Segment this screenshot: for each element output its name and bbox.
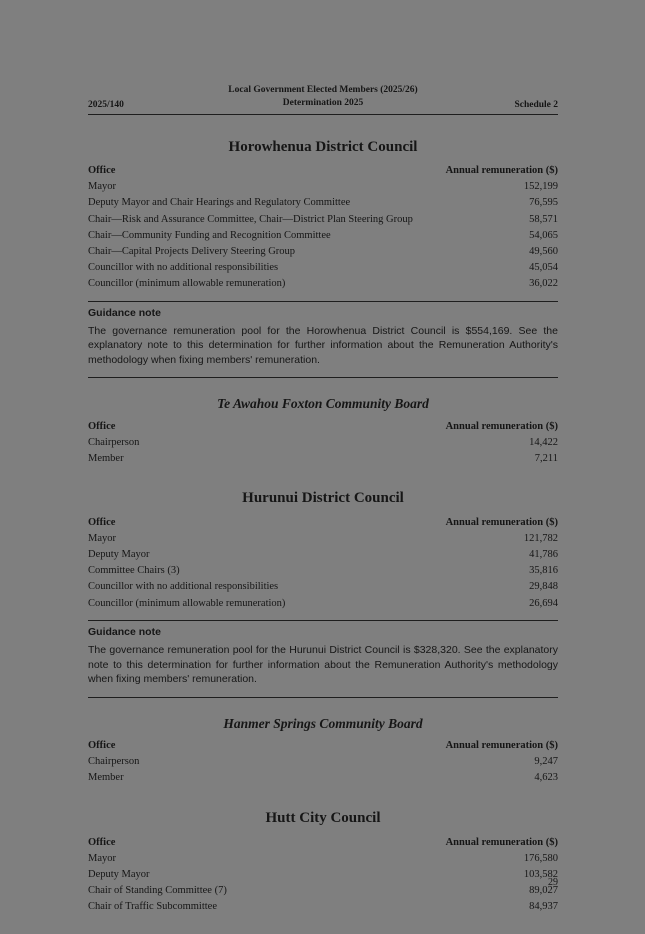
guidance-note-text: The governance remuneration pool for the Hurunui District Council is $328,320. See the explanatory note to this determination for further information about the Remuneration Authority's methodology when fixing members' remuneration.	[88, 644, 558, 686]
table-header-row	[88, 163, 558, 179]
guidance-note-label: Guidance note	[88, 306, 161, 319]
table-row	[88, 179, 558, 195]
amount-cell: 4,623	[534, 772, 558, 784]
header-title	[178, 84, 468, 110]
amount-cell: 26,694	[529, 597, 558, 609]
amount-cell: 152,199	[523, 181, 558, 193]
guidance-note-hurunui	[88, 620, 558, 697]
office-cell: Deputy Mayor	[88, 549, 150, 561]
table-row	[88, 259, 558, 275]
column-header-amount: Annual remuneration ($)	[445, 740, 558, 752]
office-cell: Councillor (minimum allowable remuneration)	[88, 597, 286, 609]
table-row	[88, 227, 558, 243]
remuneration-table-te-awahou-foxton	[88, 418, 558, 466]
section-heading-hanmer-springs: Hanmer Springs Community Board	[223, 715, 423, 731]
column-header-amount: Annual remuneration ($)	[445, 165, 558, 177]
table-row	[88, 434, 558, 450]
page-number: 29	[548, 877, 558, 888]
table-row	[88, 595, 558, 611]
document-content	[88, 84, 558, 915]
header-title-line1: Local Government Elected Members (2025/26)	[228, 85, 418, 95]
table-row	[88, 276, 558, 292]
header-title-line2: Determination 2025	[282, 97, 364, 108]
office-cell: Chair—Risk and Assurance Committee, Chair—District Plan Steering Group	[88, 213, 413, 225]
amount-cell: 49,560	[529, 245, 558, 257]
table-row	[88, 754, 558, 770]
table-row	[88, 899, 558, 915]
amount-cell: 36,022	[529, 278, 558, 289]
table-row	[88, 450, 558, 466]
office-cell: Mayor	[88, 533, 116, 545]
amount-cell: 121,782	[523, 533, 558, 545]
table-row	[88, 579, 558, 595]
guidance-note-text: The governance remuneration pool for the Horowhenua District Council is $554,169. See the explanatory note to this determination for further information about the Remuneration Authority's methodology when fixing members' remuneration.	[88, 324, 558, 366]
amount-cell: 89,027	[529, 884, 558, 896]
office-cell: Chair of Traffic Subcommittee	[88, 901, 217, 913]
amount-cell: 84,937	[529, 901, 558, 913]
table-row	[88, 882, 558, 898]
office-cell: Mayor	[88, 181, 116, 193]
column-header-office: Office	[88, 740, 116, 752]
amount-cell: 7,211	[534, 452, 558, 464]
header-instrument-number: 2025/140	[88, 99, 124, 110]
remuneration-table-hutt-city	[88, 834, 558, 915]
running-header	[88, 84, 558, 115]
column-header-amount: Annual remuneration ($)	[445, 836, 558, 848]
table-row	[88, 243, 558, 259]
table-header-row	[88, 418, 558, 434]
office-cell: Deputy Mayor and Chair Hearings and Regulatory Committee	[88, 197, 351, 209]
table-row	[88, 547, 558, 563]
column-header-amount: Annual remuneration ($)	[445, 516, 558, 528]
amount-cell: 45,054	[529, 261, 558, 273]
column-header-amount: Annual remuneration ($)	[445, 420, 558, 432]
section-heading-hutt-city: Hutt City Council	[265, 810, 381, 827]
table-header-row	[88, 834, 558, 850]
office-cell: Chairperson	[88, 436, 140, 448]
office-cell: Member	[88, 772, 124, 784]
table-header-row	[88, 738, 558, 754]
header-schedule-label: Schedule 2	[514, 99, 558, 110]
column-header-office: Office	[88, 516, 116, 528]
office-cell: Chair of Standing Committee (7)	[88, 884, 227, 896]
table-row	[88, 563, 558, 579]
office-cell: Deputy Mayor	[88, 868, 150, 880]
amount-cell: 76,595	[529, 197, 558, 209]
table-row	[88, 866, 558, 882]
remuneration-table-hanmer-springs	[88, 738, 558, 786]
office-cell: Committee Chairs (3)	[88, 565, 180, 577]
guidance-note-horowhenua	[88, 301, 558, 378]
section-heading-hurunui: Hurunui District Council	[242, 490, 404, 507]
section-heading-te-awahou-foxton: Te Awahou Foxton Community Board	[217, 396, 429, 412]
amount-cell: 54,065	[529, 229, 558, 241]
column-header-office: Office	[88, 836, 116, 848]
table-row	[88, 211, 558, 227]
table-row	[88, 531, 558, 547]
table-row	[88, 850, 558, 866]
table-header-row	[88, 514, 558, 530]
office-cell: Councillor with no additional responsibilities	[88, 261, 279, 273]
section-heading-horowhenua: Horowhenua District Council	[228, 138, 418, 155]
guidance-note-label: Guidance note	[88, 626, 161, 639]
amount-cell: 9,247	[534, 756, 558, 768]
office-cell: Councillor (minimum allowable remuneration)	[88, 278, 286, 289]
amount-cell: 29,848	[529, 581, 558, 593]
office-cell: Mayor	[88, 852, 116, 864]
office-cell: Chairperson	[88, 756, 140, 768]
amount-cell: 176,580	[523, 852, 558, 864]
office-cell: Chair—Capital Projects Delivery Steering Group	[88, 245, 296, 257]
table-row	[88, 195, 558, 211]
column-header-office: Office	[88, 420, 116, 432]
office-cell: Member	[88, 452, 124, 464]
amount-cell: 41,786	[529, 549, 558, 561]
office-cell: Councillor with no additional responsibilities	[88, 581, 279, 593]
amount-cell: 14,422	[529, 436, 558, 448]
remuneration-table-hurunui	[88, 514, 558, 611]
office-cell: Chair—Community Funding and Recognition Committee	[88, 229, 331, 241]
column-header-office: Office	[88, 165, 116, 177]
table-row	[88, 770, 558, 786]
amount-cell: 58,571	[529, 213, 558, 225]
remuneration-table-horowhenua	[88, 163, 558, 292]
amount-cell: 35,816	[529, 565, 558, 577]
amount-cell: 103,582	[523, 868, 558, 880]
